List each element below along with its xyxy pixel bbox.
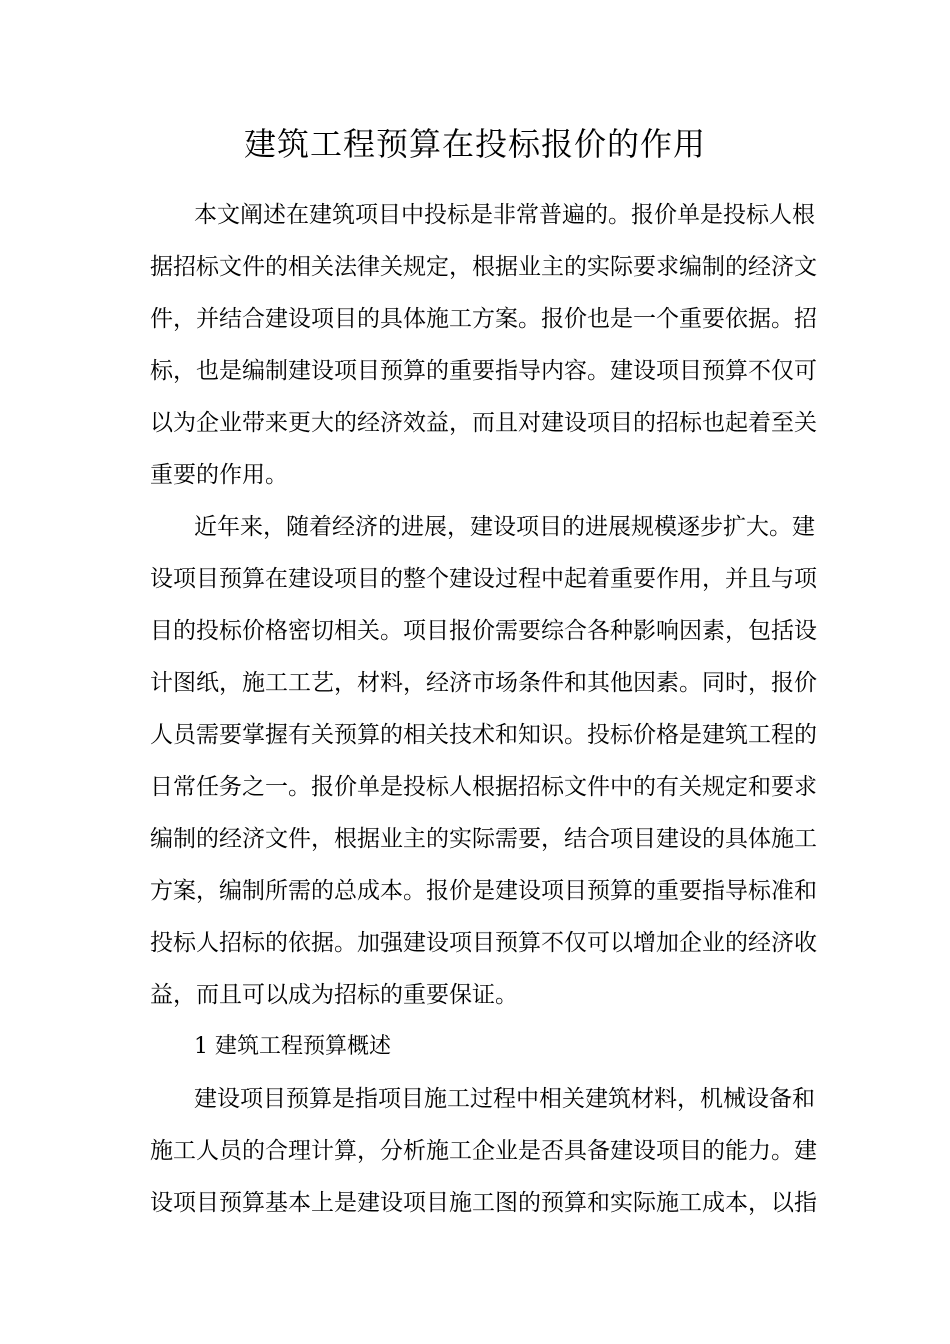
section-heading: 1 建筑工程预算概述 (194, 1034, 391, 1059)
section-paragraph-line-3: 设项目预算基本上是建设项目施工图的预算和实际施工成本，以指 (150, 1190, 817, 1216)
paragraph-2-line-1: 近年来，随着经济的进展，建设项目的进展规模逐步扩大。建 (194, 514, 815, 540)
paragraph-1-line-1: 本文阐述在建筑项目中投标是非常普遍的。报价单是投标人根 (194, 202, 815, 228)
paragraph-1-line-2: 据招标文件的相关法律关规定，根据业主的实际要求编制的经济文 (150, 254, 817, 280)
paragraph-2-line-2: 设项目预算在建设项目的整个建设过程中起着重要作用，并且与项 (150, 566, 817, 592)
paragraph-2-line-3: 目的投标价格密切相关。项目报价需要综合各种影响因素，包括设 (150, 618, 817, 644)
paragraph-1-line-4: 标，也是编制建设项目预算的重要指导内容。建设项目预算不仅可 (150, 358, 817, 384)
document-title: 建筑工程预算在投标报价的作用 (243, 125, 706, 163)
paragraph-2-line-7: 编制的经济文件，根据业主的实际需要，结合项目建设的具体施工 (150, 826, 817, 852)
paragraph-1-line-5: 以为企业带来更大的经济效益，而且对建设项目的招标也起着至关 (150, 410, 817, 436)
paragraph-2-line-9: 投标人招标的依据。加强建设项目预算不仅可以增加企业的经济收 (150, 930, 817, 956)
paragraph-2-line-5: 人员需要掌握有关预算的相关技术和知识。投标价格是建筑工程的 (150, 722, 817, 748)
document-body (150, 195, 817, 1235)
paragraph-2-line-4: 计图纸，施工工艺，材料，经济市场条件和其他因素。同时，报价 (150, 670, 817, 696)
section-paragraph-line-2: 施工人员的合理计算，分析施工企业是否具备建设项目的能力。建 (150, 1138, 817, 1164)
paragraph-2-line-6: 日常任务之一。报价单是投标人根据招标文件中的有关规定和要求 (150, 774, 817, 800)
section-paragraph-line-1: 建设项目预算是指项目施工过程中相关建筑材料，机械设备和 (194, 1086, 815, 1112)
paragraph-2-line-10: 益，而且可以成为招标的重要保证。 (150, 982, 518, 1008)
paragraph-2-line-8: 方案，编制所需的总成本。报价是建设项目预算的重要指导标准和 (150, 878, 817, 904)
paragraph-1-line-6: 重要的作用。 (150, 462, 288, 488)
paragraph-1-line-3: 件，并结合建设项目的具体施工方案。报价也是一个重要依据。招 (150, 306, 817, 332)
